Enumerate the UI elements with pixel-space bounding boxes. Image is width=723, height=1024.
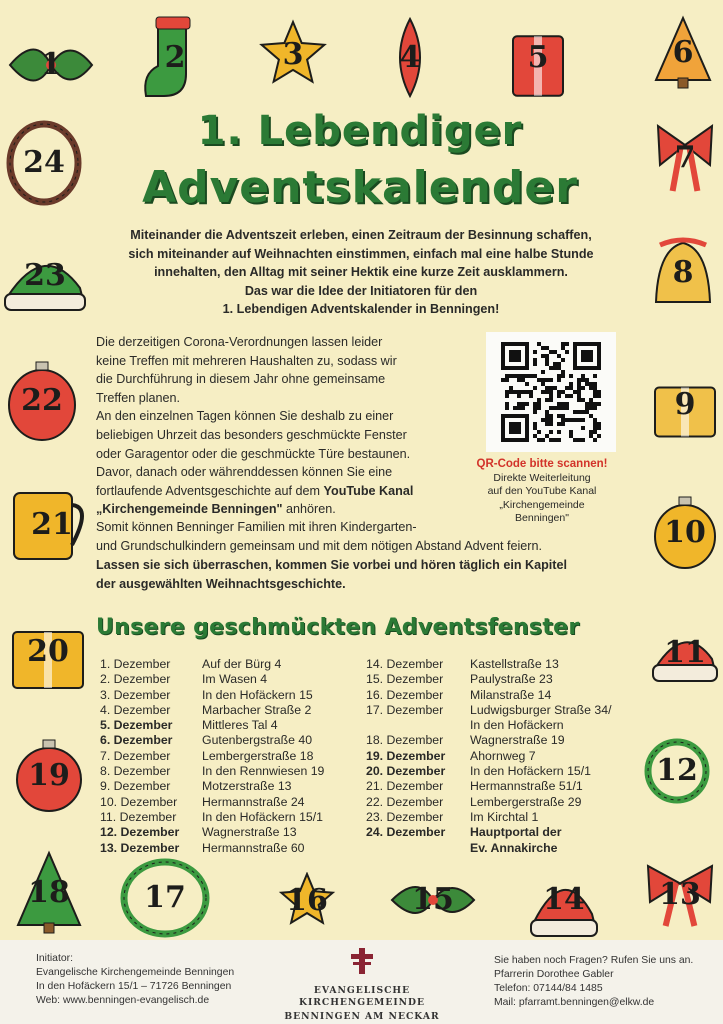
ornament-number: 8 — [672, 254, 694, 290]
wreath-icon — [644, 738, 710, 804]
list-item-date: 22. Dezember — [366, 794, 444, 809]
body-line: oder Garagentor oder die geschmückte Türe bestaunen. — [96, 446, 411, 461]
list-item-address: Hermannstraße 24 — [202, 794, 305, 809]
footer-initiator — [36, 952, 234, 1008]
bell-icon — [652, 235, 714, 310]
footer-contact — [494, 954, 693, 1010]
qr-caption — [462, 458, 622, 526]
windows-list-left — [100, 657, 324, 856]
intro-line: Miteinander die Adventszeit erleben, einen Zeitraum der Besinnung schaffen, — [130, 228, 592, 242]
closing-line — [96, 556, 636, 575]
closing-line: Somit können Benninger Familien mit ihren Kindergarten- — [96, 520, 417, 534]
list-item-address: Marbacher Straße 2 — [202, 702, 312, 717]
list-item-address: Im Kirchtal 1 — [470, 809, 539, 824]
qr-caption-line: Benningen" — [515, 512, 569, 525]
list-item-address: Lembergerstraße 18 — [202, 748, 314, 763]
list-item-address: Milanstraße 14 — [470, 687, 552, 702]
list-item — [366, 749, 612, 764]
list-item-address: In den Hofäckern 15/1 — [470, 764, 591, 779]
list-item — [100, 672, 324, 687]
youtube-channel-label: YouTube Kanal — [323, 483, 414, 498]
list-item — [100, 795, 324, 810]
knit-hat-icon — [528, 860, 600, 940]
list-item-date: 16. Dezember — [366, 687, 444, 702]
body-line-text: fortlaufende Adventsgeschichte auf dem — [96, 483, 324, 498]
wreath-icon — [6, 120, 82, 206]
list-item — [366, 718, 612, 733]
list-item-address: Im Wasen 4 — [202, 672, 268, 687]
list-item — [100, 764, 324, 779]
qr-caption-line: auf den YouTube Kanal — [487, 485, 597, 498]
list-item-address: Gutenbergstraße 40 — [202, 733, 313, 748]
tree-icon — [652, 15, 714, 90]
star-icon — [258, 15, 328, 95]
list-item-address: Ev. Annakirche — [470, 840, 558, 855]
qr-scan-label: QR-Code bitte scannen! — [476, 458, 608, 470]
list-item-address: In den Hofäckern — [470, 718, 564, 733]
qr-code[interactable] — [486, 332, 616, 452]
list-item — [100, 841, 324, 856]
list-item — [366, 810, 612, 825]
ornament-number: 7 — [674, 139, 696, 175]
footer-line: Initiator: — [36, 953, 73, 964]
stocking-icon — [140, 15, 210, 100]
list-item-date: 23. Dezember — [366, 809, 444, 824]
footer-phone: Telefon: 07144/84 1485 — [494, 983, 603, 994]
holly-icon — [388, 870, 478, 930]
ornament-number: 19 — [28, 757, 70, 793]
list-item-date: 7. Dezember — [100, 748, 171, 763]
intro-text — [96, 226, 626, 319]
ornament-number: 11 — [664, 634, 706, 670]
ornament-number: 23 — [24, 258, 66, 293]
list-item-address: Kastellstraße 13 — [470, 657, 559, 671]
bauble-icon — [14, 738, 84, 813]
santa-hat-icon — [650, 620, 720, 685]
wreath-icon — [120, 858, 210, 938]
list-item-date: 21. Dezember — [366, 779, 444, 794]
list-item-address: Lembergerstraße 29 — [470, 794, 582, 809]
tree-icon — [14, 850, 84, 935]
candles-icon — [650, 370, 720, 440]
list-item — [366, 825, 612, 840]
list-item — [366, 795, 612, 810]
intro-line: Das war die Idee der Initiatoren für den — [244, 283, 478, 298]
church-logo — [262, 946, 462, 1023]
body-line: beliebigen Uhrzeit das besonders geschmückte Fenster — [96, 427, 407, 442]
list-item-date: 15. Dezember — [366, 672, 444, 687]
qr-code-graphic — [486, 332, 616, 452]
list-item — [366, 672, 612, 687]
page-title-line2: Adventskalender — [142, 162, 578, 213]
list-item-address: Motzerstraße 13 — [202, 779, 292, 794]
ornament-number: 16 — [286, 883, 328, 918]
ornament-number: 21 — [31, 507, 73, 542]
list-item-address: Hermannstraße 60 — [202, 840, 305, 855]
ornament-number: 6 — [672, 34, 694, 70]
list-item — [100, 657, 324, 672]
list-item — [100, 733, 324, 748]
ornament-number: 4 — [399, 39, 421, 75]
footer-line: Evangelische Kirchengemeinde Benningen — [36, 967, 235, 978]
list-item-address: Ludwigsburger Straße 34/ — [470, 702, 612, 717]
list-item — [366, 841, 612, 856]
list-item-date: 20. Dezember — [366, 764, 446, 779]
list-item — [366, 733, 612, 748]
list-item-date: 12. Dezember — [100, 825, 180, 840]
bauble-icon — [388, 15, 432, 100]
list-item-address: Wagnerstraße 13 — [202, 825, 297, 840]
list-item-date: 18. Dezember — [366, 733, 444, 748]
list-item — [100, 779, 324, 794]
holly-icon — [6, 30, 96, 100]
list-item — [366, 764, 612, 779]
ornament-number: 3 — [282, 37, 304, 72]
list-item-date: 2. Dezember — [100, 672, 171, 687]
list-item-address: Mittleres Tal 4 — [202, 718, 278, 733]
elf-hat-icon — [2, 238, 88, 314]
ornament-number: 24 — [23, 145, 65, 180]
bow-icon — [654, 120, 716, 195]
list-item-date: 17. Dezember — [366, 702, 444, 717]
list-item-date — [366, 718, 470, 733]
list-item — [366, 779, 612, 794]
bow-icon — [644, 860, 716, 930]
body-line: Die derzeitigen Corona-Verordnungen lassen leider — [96, 335, 383, 349]
footer-line: In den Hofäckern 15/1 – 71726 Benningen — [36, 981, 232, 992]
list-item-date: 1. Dezember — [100, 657, 171, 671]
qr-caption-line: Direkte Weiterleitung — [493, 471, 591, 484]
ornament-number: 20 — [27, 634, 69, 669]
footer-line: Pfarrerin Dorothee Gabler — [494, 969, 614, 980]
closing-line-bold: Lassen sie sich überraschen, kommen Sie vorbei und hören täglich ein Kapitel — [96, 558, 568, 572]
list-item — [100, 688, 324, 703]
ornament-number: 13 — [659, 877, 701, 912]
ornament-number: 9 — [674, 387, 696, 422]
body-line-text: anhören. — [282, 502, 336, 517]
ornament-number: 18 — [28, 874, 70, 910]
list-item-date: 19. Dezember — [366, 748, 446, 763]
ornament-number: 5 — [527, 39, 549, 75]
list-item-address: Ahornweg 7 — [470, 748, 536, 763]
list-item-date: 9. Dezember — [100, 779, 171, 794]
list-item-address: Hermannstraße 51/1 — [470, 779, 583, 794]
list-item-date: 13. Dezember — [100, 840, 180, 855]
list-item — [366, 688, 612, 703]
body-line: keine Treffen mit mehreren Haushalten zu, sodass wir — [96, 353, 397, 368]
channel-name: „Kirchengemeinde Benningen" — [96, 502, 283, 517]
ornament-number: 12 — [656, 753, 698, 788]
mitten-icon — [8, 612, 88, 692]
list-item — [100, 703, 324, 718]
list-item — [100, 825, 324, 840]
body-line — [96, 500, 476, 519]
bauble-icon — [652, 495, 718, 570]
list-item-address: Auf der Bürg 4 — [202, 657, 282, 671]
list-item — [366, 657, 612, 672]
list-item-date: 3. Dezember — [100, 687, 171, 702]
closing-line — [96, 575, 636, 594]
list-item — [100, 718, 324, 733]
list-item-address: In den Rennwiesen 19 — [202, 764, 325, 779]
list-item-date: 24. Dezember — [366, 825, 446, 840]
list-item — [100, 749, 324, 764]
gift-icon — [508, 15, 568, 100]
windows-list-right — [366, 657, 612, 856]
church-location: BENNINGEN AM NECKAR — [284, 1011, 440, 1022]
qr-caption-line: „Kirchengemeinde — [499, 498, 585, 511]
list-item-address: Paulystraße 23 — [470, 672, 553, 687]
body-line — [96, 482, 476, 501]
list-item-address: Wagnerstraße 19 — [470, 733, 565, 748]
ornament-number: 1 — [40, 47, 62, 82]
body-line: Treffen planen. — [96, 390, 181, 405]
list-item-address: In den Hofäckern 15/1 — [202, 809, 323, 824]
closing-text — [96, 518, 636, 594]
ornament-number: 2 — [164, 39, 186, 75]
mug-icon — [10, 485, 94, 565]
intro-line: 1. Lebendigen Adventskalender in Benningen! — [222, 302, 500, 316]
cross-icon — [347, 946, 377, 976]
list-item — [100, 810, 324, 825]
list-item-date: 14. Dezember — [366, 657, 444, 671]
intro-line: innehalten, den Alltag mit seiner Hektik eine kurze Zeit ausklammern. — [154, 265, 568, 279]
footer-line: Sie haben noch Fragen? Rufen Sie uns an. — [494, 955, 694, 966]
list-item-date: 4. Dezember — [100, 702, 171, 717]
body-text — [96, 333, 476, 519]
ornament-number: 22 — [21, 383, 63, 418]
closing-line: und Grundschulkindern gemeinsam und mit dem nötigen Abstand Advent feiern. — [96, 539, 542, 553]
list-item-date: 5. Dezember — [100, 718, 173, 733]
body-line: Davor, danach oder währenddessen können Sie eine — [96, 465, 393, 480]
list-item-date — [366, 841, 470, 856]
list-item-date: 11. Dezember — [100, 809, 177, 824]
ornament-number: 17 — [144, 880, 186, 915]
list-item-date: 8. Dezember — [100, 764, 171, 779]
windows-heading: Unsere geschmückten Adventsfenster — [96, 615, 580, 640]
body-line: An den einzelnen Tagen können Sie deshalb zu einer — [96, 409, 394, 424]
ornament-number: 15 — [412, 882, 454, 917]
shooting-star-icon — [262, 872, 352, 930]
closing-line-bold: der ausgewählten Weihnachtsgeschichte. — [96, 577, 346, 591]
list-item — [366, 703, 612, 718]
list-item-date: 10. Dezember — [100, 794, 178, 809]
ornament-number: 14 — [543, 882, 585, 917]
ornament-number: 10 — [664, 514, 706, 550]
list-item-address: In den Hofäckern 15 — [202, 687, 313, 702]
apple-icon — [6, 360, 78, 442]
body-line: die Durchführung in diesem Jahr ohne gemeinsame — [96, 372, 386, 387]
church-name: EVANGELISCHE KIRCHENGEMEINDE — [299, 985, 425, 1008]
footer-website[interactable]: Web: www.benningen-evangelisch.de — [36, 995, 210, 1006]
intro-line: sich miteinander auf Weihnachten einstimmen, einfach mal eine halbe Stunde — [128, 246, 594, 261]
list-item-date: 6. Dezember — [100, 733, 173, 748]
page-title-line1: 1. Lebendiger — [197, 108, 523, 154]
list-item-address: Hauptportal der — [470, 825, 562, 840]
footer-email[interactable]: Mail: pfarramt.benningen@elkw.de — [494, 997, 655, 1008]
